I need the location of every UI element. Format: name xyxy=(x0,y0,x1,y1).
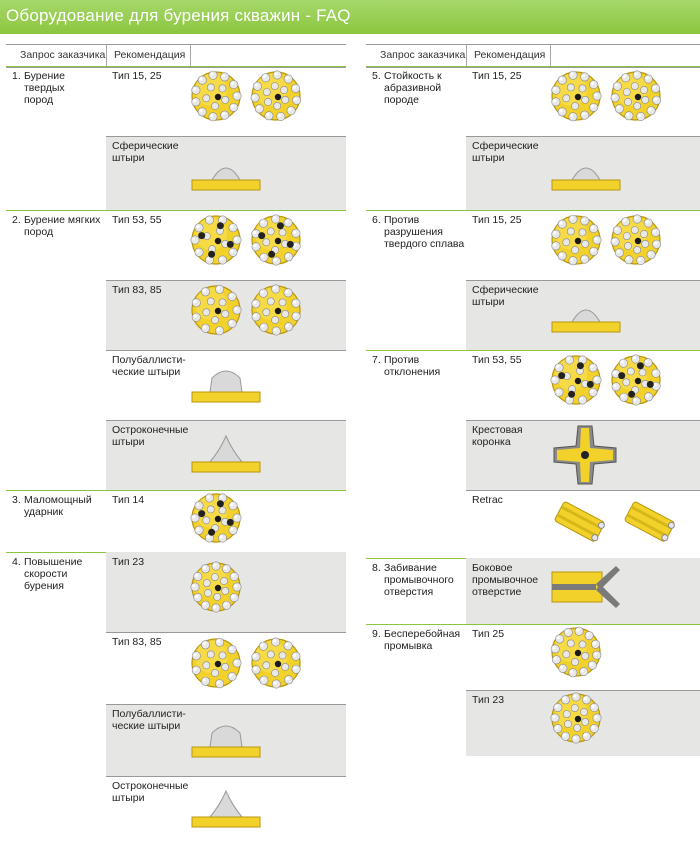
recommendation-label: Тип 83, 85 xyxy=(112,284,162,296)
recommendation-label: Retrac xyxy=(472,494,503,506)
recommendation-row xyxy=(366,558,700,624)
request-text: Маломощный ударник xyxy=(24,494,92,518)
recommendation-row xyxy=(366,490,700,558)
recommendation-row xyxy=(366,280,700,350)
request-text: Бурение твердых пород xyxy=(24,70,65,106)
request-text: Повышение скорости бурения xyxy=(24,556,83,592)
recommendation-label: Полубаллисти- ческие штыри xyxy=(112,708,186,732)
recommendation-label: Тип 15, 25 xyxy=(472,214,522,226)
bits-53-55-image xyxy=(190,214,302,266)
faq-column-right xyxy=(366,44,700,844)
recommendation-row xyxy=(366,66,700,136)
recommendation-label: Тип 53, 55 xyxy=(112,214,162,226)
recommendation-label: Тип 53, 55 xyxy=(472,354,522,366)
bits-15-25-image xyxy=(550,70,662,122)
request-number: 1. xyxy=(12,70,21,82)
request-text: Стойкость к абразивной породе xyxy=(384,70,442,106)
bits-15-25-image xyxy=(550,214,662,266)
recommendation-row xyxy=(6,136,346,210)
request-number: 8. xyxy=(372,562,381,574)
request-number: 9. xyxy=(372,628,381,640)
recommendation-row xyxy=(366,690,700,756)
recommendation-row xyxy=(6,704,346,776)
recommendation-label: Боковое промывочное отверстие xyxy=(472,562,539,598)
request-text: Против разрушения твердого сплава xyxy=(384,214,465,250)
recommendation-row xyxy=(6,350,346,420)
bits-53-55-image xyxy=(550,354,662,406)
bits-83-85-image xyxy=(190,284,302,336)
header-request: Запрос заказчика xyxy=(380,49,466,61)
recommendation-label: Сферические штыри xyxy=(112,140,179,164)
recommendation-row xyxy=(6,420,346,490)
request-number: 4. xyxy=(12,556,21,568)
bit-14-image xyxy=(190,492,242,544)
header-recommendation: Рекомендация xyxy=(114,49,186,61)
spherical-button-image xyxy=(550,142,622,192)
request-number: 5. xyxy=(372,70,381,82)
faq-column-left xyxy=(6,44,346,844)
cross-bit-image xyxy=(550,424,620,486)
recommendation-row xyxy=(6,776,346,844)
request-number: 2. xyxy=(12,214,21,226)
bits-15-25-image xyxy=(190,70,302,122)
recommendation-row xyxy=(366,136,700,210)
spherical-button-image xyxy=(550,284,622,334)
pointed-button-image xyxy=(190,779,262,829)
recommendation-label: Тип 14 xyxy=(112,494,145,506)
recommendation-label: Крестовая коронка xyxy=(472,424,523,448)
request-text: Забивание промывочного отверстия xyxy=(384,562,454,598)
table-header xyxy=(366,44,700,68)
request-text: Бурение мягких пород xyxy=(24,214,101,238)
request-number: 7. xyxy=(372,354,381,366)
recommendation-label: Тип 15, 25 xyxy=(472,70,522,82)
recommendation-label: Сферические штыри xyxy=(472,140,539,164)
pointed-button-image xyxy=(190,424,262,474)
recommendation-row xyxy=(6,490,346,552)
semiballistic-button-image xyxy=(190,709,262,759)
recommendation-label: Тип 83, 85 xyxy=(112,636,162,648)
recommendation-row xyxy=(366,210,700,280)
bit-23-image xyxy=(190,561,242,613)
bit-23-image xyxy=(550,692,602,744)
table-header xyxy=(6,44,346,68)
retrac-bits-image xyxy=(550,493,690,555)
request-number: 6. xyxy=(372,214,381,226)
header-recommendation: Рекомендация xyxy=(474,49,546,61)
request-text: Против отклонения xyxy=(384,354,441,378)
recommendation-label: Тип 25 xyxy=(472,628,505,640)
recommendation-row xyxy=(6,552,346,632)
spherical-button-image xyxy=(190,142,262,192)
recommendation-row xyxy=(6,66,346,136)
recommendation-label: Остроконечные штыри xyxy=(112,780,189,804)
bit-25-image xyxy=(550,626,602,678)
recommendation-row xyxy=(6,632,346,704)
recommendation-label: Сферические штыри xyxy=(472,284,539,308)
side-flush-image xyxy=(550,560,622,612)
request-text: Бесперебойная промывка xyxy=(384,628,461,652)
recommendation-row xyxy=(366,420,700,490)
recommendation-label: Тип 15, 25 xyxy=(112,70,162,82)
bits-83-85-image xyxy=(190,637,302,689)
page-title: Оборудование для бурения скважин - FAQ xyxy=(6,6,351,25)
semiballistic-button-image xyxy=(190,354,262,404)
recommendation-label: Полубаллисти- ческие штыри xyxy=(112,354,186,378)
title-banner xyxy=(0,0,700,34)
recommendation-label: Тип 23 xyxy=(472,694,505,706)
recommendation-row xyxy=(366,350,700,420)
recommendation-row xyxy=(6,210,346,280)
request-number: 3. xyxy=(12,494,21,506)
recommendation-label: Остроконечные штыри xyxy=(112,424,189,448)
header-request: Запрос заказчика xyxy=(20,49,106,61)
recommendation-row xyxy=(366,624,700,690)
recommendation-row xyxy=(6,280,346,350)
recommendation-label: Тип 23 xyxy=(112,556,145,568)
